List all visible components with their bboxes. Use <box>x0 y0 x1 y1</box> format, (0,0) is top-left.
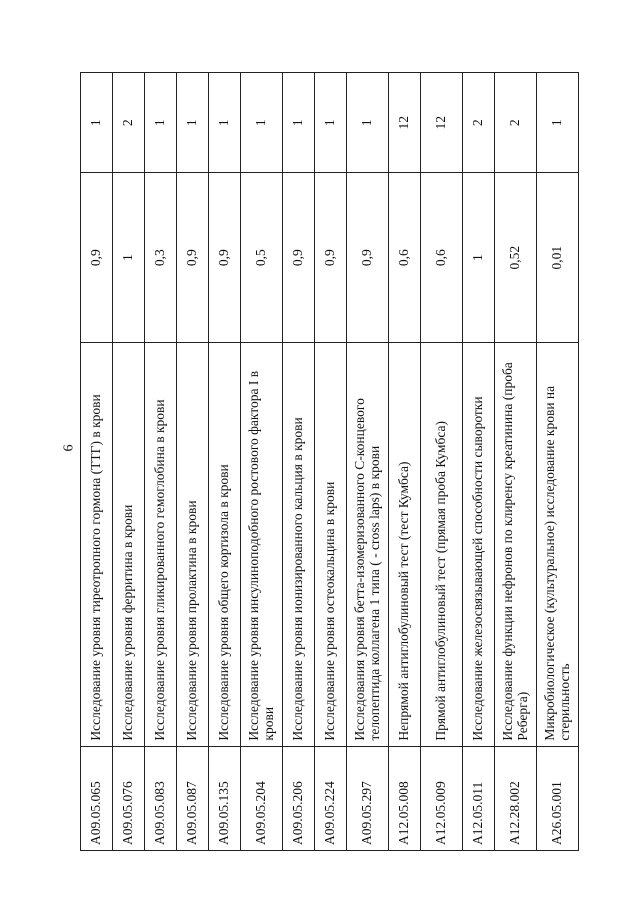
table-row <box>81 73 113 851</box>
service-quantity: 1 <box>177 73 209 173</box>
service-code: А12.05.008 <box>389 746 421 850</box>
service-code: А26.05.001 <box>537 746 579 850</box>
services-table-sheet <box>80 72 572 851</box>
service-name: Исследование функции нефронов по клиренсу креатинина (проба Реберга) <box>495 342 537 746</box>
service-name: Исследование уровня тиреотропного гормона (ТТГ) в крови <box>81 342 113 746</box>
service-code: А12.05.011 <box>463 746 495 850</box>
service-code: А12.05.009 <box>421 746 463 850</box>
table-row <box>283 73 315 851</box>
service-code: А09.05.135 <box>209 746 241 850</box>
service-code: А09.05.297 <box>347 746 389 850</box>
service-code: А09.05.224 <box>315 746 347 850</box>
service-name: Прямой антиглобулиновый тест (прямая проба Кумбса) <box>421 342 463 746</box>
service-name: Исследование уровня инсулиноподобного ростового фактора I в крови <box>241 342 283 746</box>
service-coefficient: 0,01 <box>537 173 579 342</box>
table-row <box>421 73 463 851</box>
service-coefficient: 0,52 <box>495 173 537 342</box>
service-name: Исследование уровня ферритина в крови <box>113 342 145 746</box>
service-quantity: 1 <box>81 73 113 173</box>
service-code: А09.05.206 <box>283 746 315 850</box>
table-row <box>177 73 209 851</box>
service-coefficient: 0,6 <box>421 173 463 342</box>
service-code: А12.28.002 <box>495 746 537 850</box>
service-name: Исследование уровня гликированного гемоглобина в крови <box>145 342 177 746</box>
service-coefficient: 0,3 <box>145 173 177 342</box>
service-quantity: 1 <box>315 73 347 173</box>
table-row <box>241 73 283 851</box>
service-code: А09.05.083 <box>145 746 177 850</box>
service-quantity: 1 <box>209 73 241 173</box>
service-code: А09.05.065 <box>81 746 113 850</box>
service-quantity: 2 <box>463 73 495 173</box>
service-coefficient: 0,9 <box>315 173 347 342</box>
service-quantity: 2 <box>495 73 537 173</box>
table-row <box>347 73 389 851</box>
service-name: Микробиологическое (культуральное) исследование крови на стерильность <box>537 342 579 746</box>
service-quantity: 12 <box>421 73 463 173</box>
table-row <box>463 73 495 851</box>
table-row <box>145 73 177 851</box>
service-name: Исследование уровня ионизированного кальция в крови <box>283 342 315 746</box>
service-coefficient: 0,5 <box>241 173 283 342</box>
service-coefficient: 0,9 <box>283 173 315 342</box>
service-code: А09.05.204 <box>241 746 283 850</box>
service-coefficient: 0,6 <box>389 173 421 342</box>
page-number: 6 <box>61 444 77 452</box>
service-coefficient: 0,9 <box>347 173 389 342</box>
service-quantity: 1 <box>537 73 579 173</box>
service-quantity: 1 <box>283 73 315 173</box>
service-coefficient: 1 <box>463 173 495 342</box>
table-row <box>537 73 579 851</box>
table-row <box>113 73 145 851</box>
service-coefficient: 0,9 <box>209 173 241 342</box>
rotated-table-wrapper <box>80 72 572 851</box>
service-name: Исследование уровня пролактина в крови <box>177 342 209 746</box>
service-quantity: 1 <box>145 73 177 173</box>
service-quantity: 1 <box>347 73 389 173</box>
service-code: А09.05.076 <box>113 746 145 850</box>
service-name: Исследование уровня общего кортизола в крови <box>209 342 241 746</box>
service-name: Исследования уровня бетта-изомеризованного С-концевого телопептида коллагена 1 типа ( - cross laps) в крови <box>347 342 389 746</box>
service-name: Исследование железосвязывающей способности сыворотки <box>463 342 495 746</box>
service-code: А09.05.087 <box>177 746 209 850</box>
service-quantity: 12 <box>389 73 421 173</box>
table-row <box>209 73 241 851</box>
service-quantity: 1 <box>241 73 283 173</box>
services-table <box>80 72 579 851</box>
table-row <box>495 73 537 851</box>
service-name: Непрямой антиглобулиновый тест (тест Кумбса) <box>389 342 421 746</box>
service-coefficient: 0,9 <box>81 173 113 342</box>
table-row <box>315 73 347 851</box>
service-coefficient: 0,9 <box>177 173 209 342</box>
service-coefficient: 1 <box>113 173 145 342</box>
service-quantity: 2 <box>113 73 145 173</box>
service-name: Исследование уровня остеокальцина в крови <box>315 342 347 746</box>
table-row <box>389 73 421 851</box>
